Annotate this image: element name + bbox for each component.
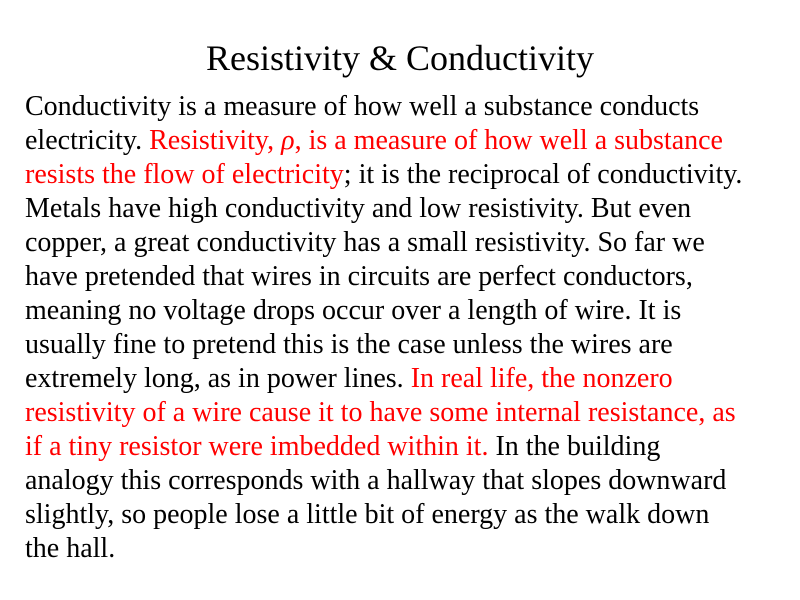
emphasis-text-segment: resistivity of a wire cause it to have some internal resistance, as (25, 397, 736, 428)
text-line-3 (25, 158, 780, 192)
emphasis-text-segment: resists the flow of electricity (25, 159, 344, 190)
text-line-1 (25, 90, 780, 124)
text-line-13 (25, 498, 780, 532)
body-text-segment: the hall. (25, 533, 116, 564)
text-line-2 (25, 124, 780, 158)
emphasis-text-segment: if a tiny resistor were imbedded within it. (25, 431, 489, 462)
body-text-segment: copper, a great conductivity has a small resistivity. So far we (25, 227, 705, 258)
body-text-segment: electricity. (25, 125, 150, 156)
body-text (25, 90, 780, 566)
body-text-segment: slightly, so people lose a little bit of energy as the walk down (25, 499, 710, 530)
text-line-7 (25, 294, 780, 328)
body-text-segment: have pretended that wires in circuits are perfect conductors, (25, 261, 693, 292)
body-text-segment: ; it is the reciprocal of conductivity. (343, 159, 743, 190)
text-line-9 (25, 362, 780, 396)
text-line-11 (25, 430, 780, 464)
body-text-segment: extremely long, as in power lines. (25, 363, 411, 394)
emphasis-text-segment: , is a measure of how well a substance (294, 125, 723, 156)
body-text-segment: Conductivity is a measure of how well a substance conducts (25, 91, 700, 122)
text-line-14 (25, 532, 780, 566)
text-line-6 (25, 260, 780, 294)
slide-title: Resistivity & Conductivity (205, 38, 595, 78)
body-text-segment: usually fine to pretend this is the case unless the wires are (25, 329, 673, 360)
text-line-8 (25, 328, 780, 362)
body-text-segment: In the building (488, 431, 661, 462)
text-line-4 (25, 192, 780, 226)
text-line-12 (25, 464, 780, 498)
emphasis-text-segment: In real life, the nonzero (410, 363, 673, 394)
body-text-segment: Metals have high conductivity and low resistivity. But even (25, 193, 692, 224)
text-line-10 (25, 396, 780, 430)
body-text-segment: meaning no voltage drops occur over a length of wire. It is (25, 295, 682, 326)
emphasis-text-segment: Resistivity, (149, 125, 282, 156)
emphasis-text-segment: ρ (281, 125, 295, 156)
body-text-segment: analogy this corresponds with a hallway that slopes downward (25, 465, 727, 496)
text-line-5 (25, 226, 780, 260)
